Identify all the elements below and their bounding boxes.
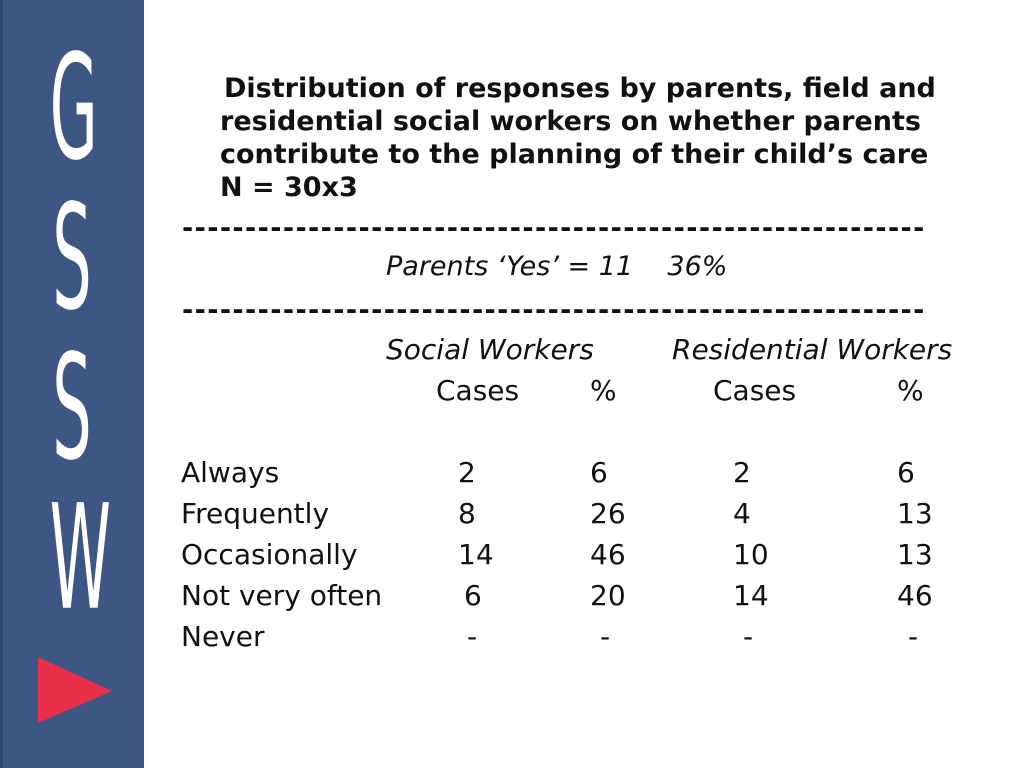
row-label: Never	[181, 620, 265, 653]
separator-line: -----------------------------------------------------------	[182, 296, 926, 326]
cell-rw-cases: 14	[733, 579, 769, 612]
title-line: N = 30x3	[220, 172, 358, 203]
row-label: Occasionally	[181, 538, 358, 571]
cell-rw-cases: 2	[733, 456, 751, 489]
parents-answer: ‘Yes’	[496, 251, 559, 282]
cell-rw-cases: -	[743, 620, 754, 653]
group-header-residential-workers: Residential Workers	[672, 333, 953, 366]
row-label: Always	[181, 456, 280, 489]
parents-label: Parents	[386, 251, 489, 282]
slide-title	[220, 72, 990, 204]
column-header-cases: Cases	[436, 374, 520, 407]
title-line: contribute to the planning of their child’s care	[220, 139, 929, 170]
cell-sw-cases: 8	[458, 497, 476, 530]
logo-letter-w: W	[49, 472, 111, 643]
column-header-percent: %	[897, 374, 924, 407]
cell-sw-cases: 14	[458, 538, 494, 571]
cell-sw-percent: 26	[590, 497, 626, 530]
cell-sw-percent: -	[600, 620, 611, 653]
cell-rw-cases: 4	[733, 497, 751, 530]
cell-rw-cases: 10	[733, 538, 769, 571]
logo-letter-s: S	[52, 172, 92, 343]
parents-result	[386, 250, 727, 284]
cell-sw-cases: -	[467, 620, 478, 653]
gssw-logo-sidebar	[0, 0, 144, 768]
column-header-cases: Cases	[713, 374, 797, 407]
cell-rw-percent: -	[908, 620, 919, 653]
play-arrow-icon	[38, 657, 114, 725]
sidebar-edge	[0, 0, 3, 768]
title-line: residential social workers on whether parents	[220, 106, 921, 137]
logo-letter-g: G	[49, 22, 98, 193]
separator-line: -----------------------------------------------------------	[182, 214, 926, 244]
parents-percent: 36%	[667, 251, 728, 282]
parents-count: = 11	[567, 251, 634, 282]
column-header-percent: %	[590, 374, 617, 407]
cell-sw-percent: 20	[590, 579, 626, 612]
row-label: Not very often	[181, 579, 383, 612]
cell-rw-percent: 13	[897, 538, 933, 571]
title-line: Distribution of responses by parents, field and	[224, 73, 936, 104]
cell-rw-percent: 6	[897, 456, 915, 489]
cell-rw-percent: 46	[897, 579, 933, 612]
group-header-social-workers: Social Workers	[386, 333, 594, 366]
logo-letter-s: S	[52, 322, 92, 493]
row-label: Frequently	[181, 497, 330, 530]
cell-rw-percent: 13	[897, 497, 933, 530]
cell-sw-cases: 2	[458, 456, 476, 489]
cell-sw-percent: 46	[590, 538, 626, 571]
cell-sw-percent: 6	[590, 456, 608, 489]
cell-sw-cases: 6	[464, 579, 482, 612]
